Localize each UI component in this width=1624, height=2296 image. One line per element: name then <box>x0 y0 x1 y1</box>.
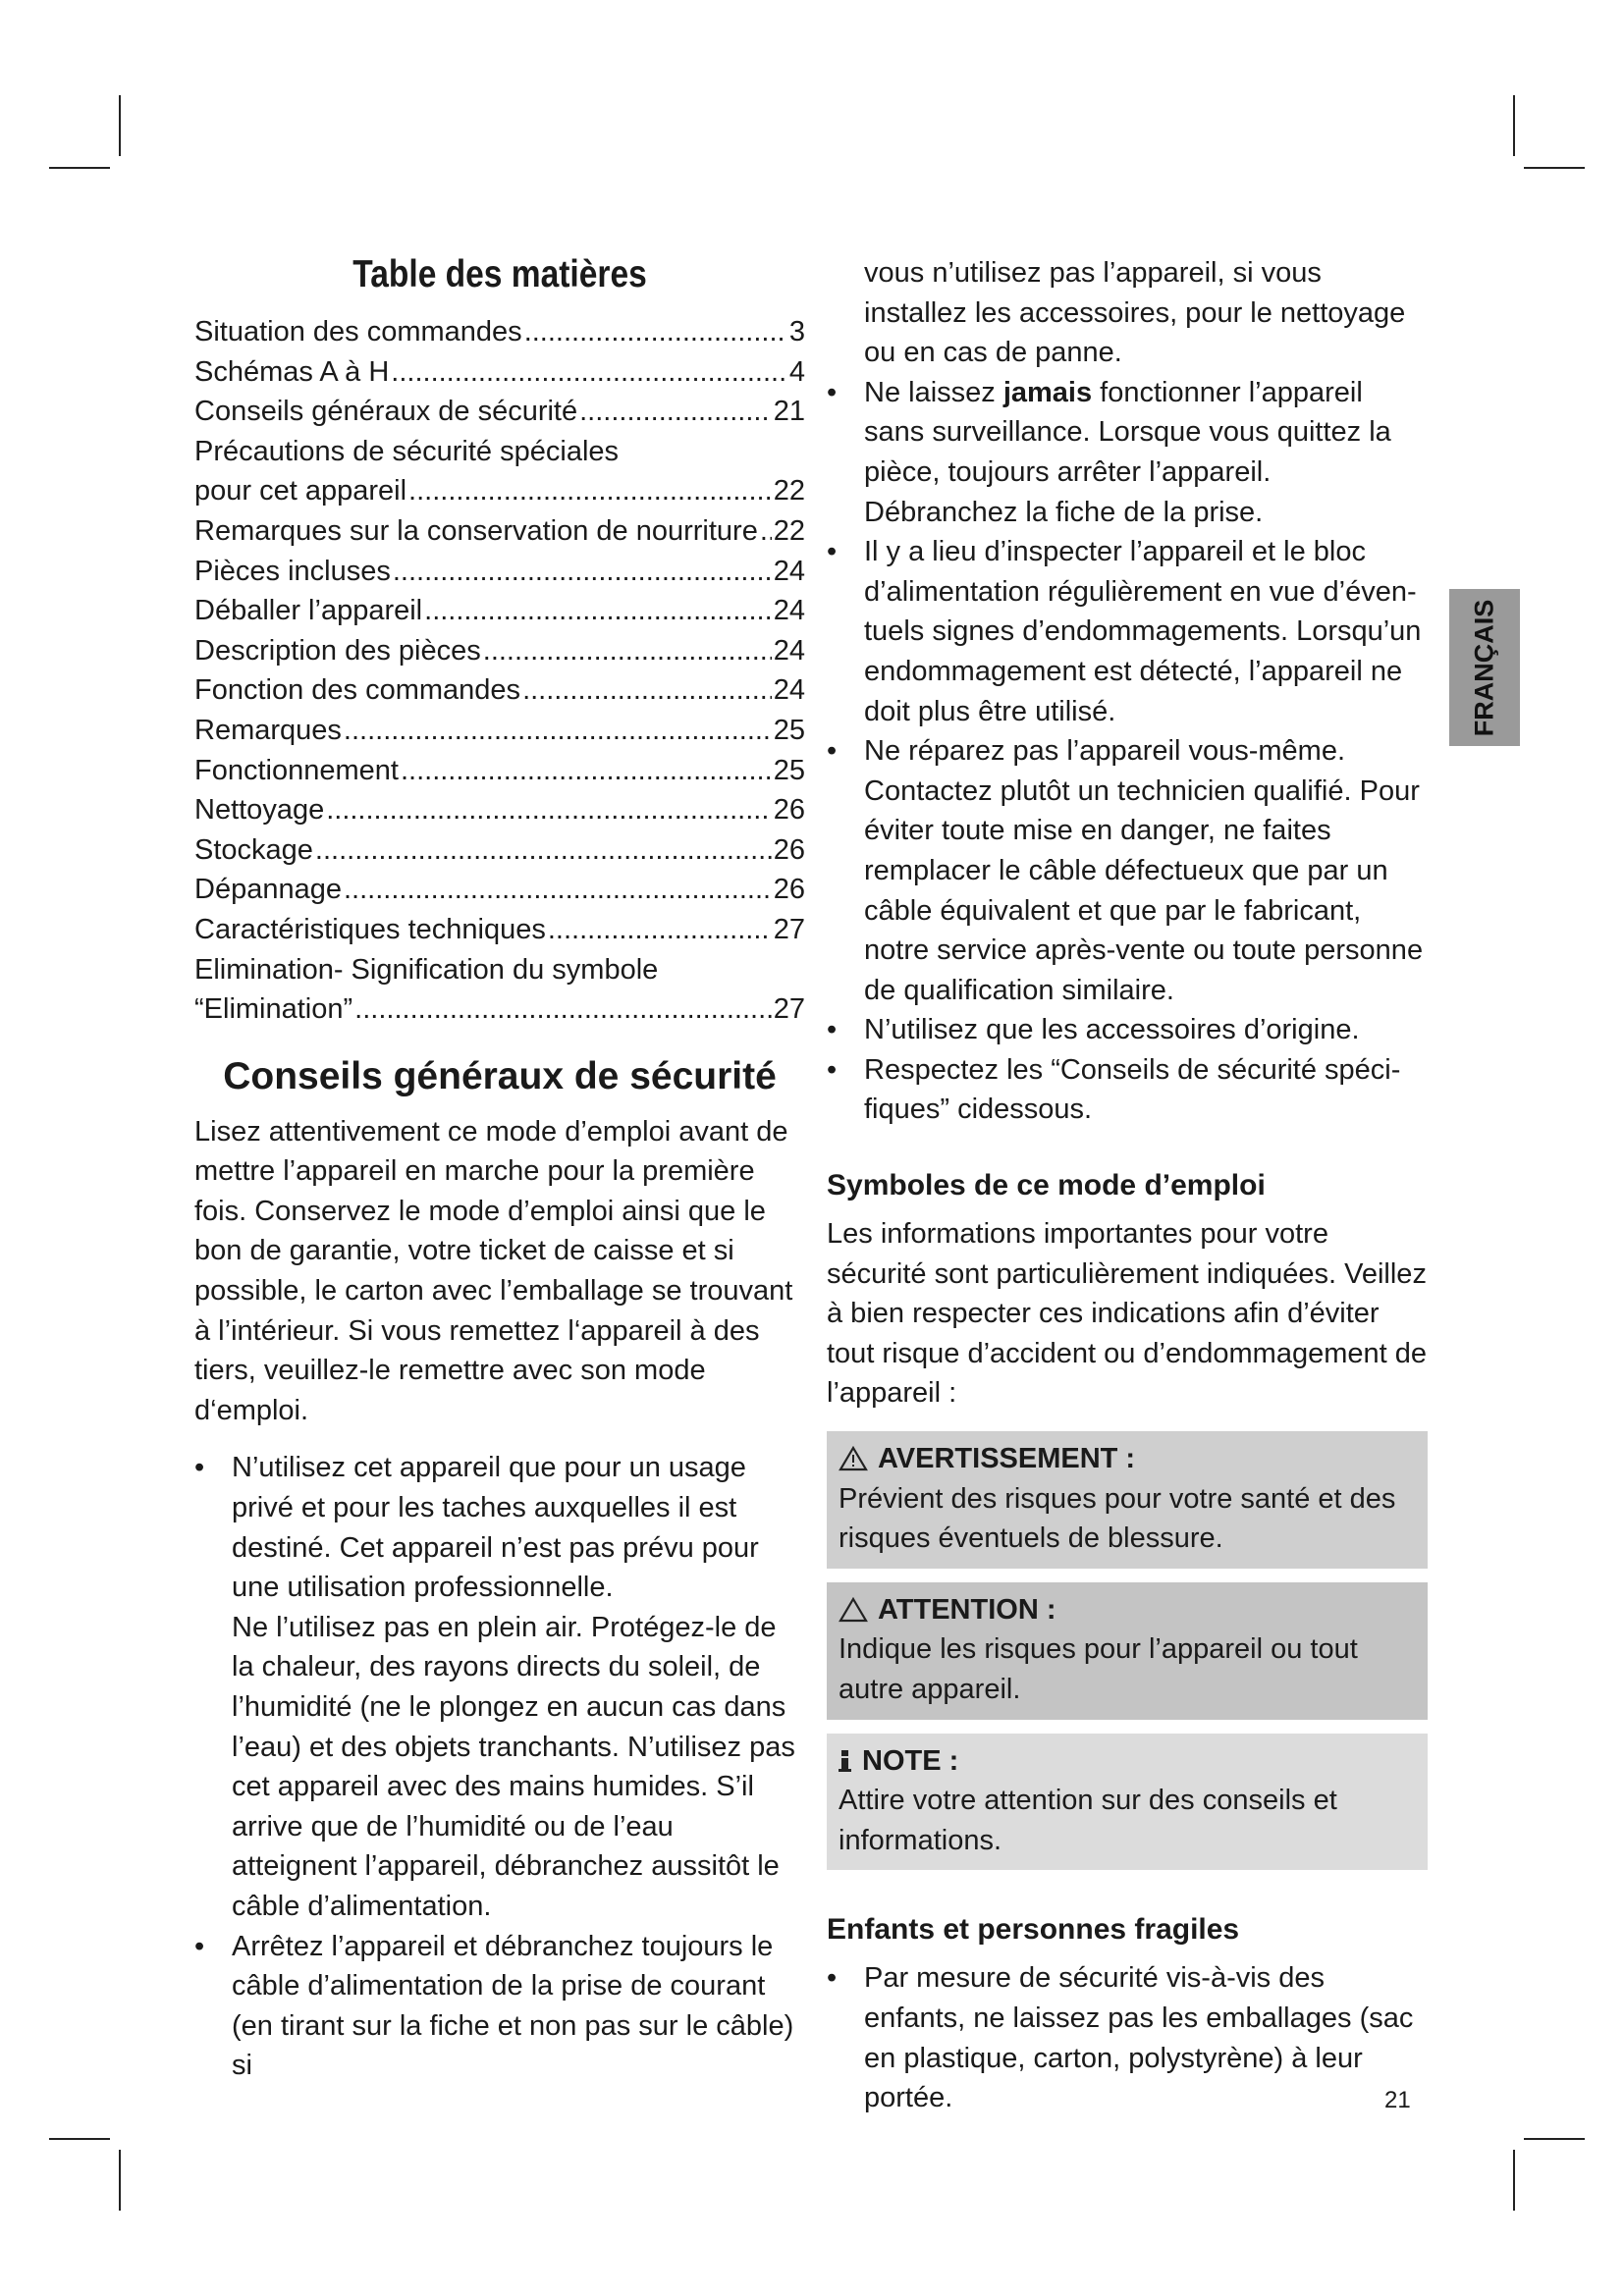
toc-entry[interactable]: Nettoyage ..... 26 <box>194 790 805 830</box>
crop-mark <box>1524 2138 1585 2140</box>
table-of-contents <box>194 312 805 1030</box>
toc-entry[interactable]: Précautions de sécurité spéciales <box>194 435 620 467</box>
toc-entry[interactable]: Schémas A à H ..... 4 <box>194 352 805 393</box>
toc-entry[interactable]: Pièces incluses ..... 24 <box>194 552 805 592</box>
toc-entry[interactable]: Remarques sur la conservation de nourriture ..... 22 <box>194 511 805 552</box>
toc-entry[interactable]: Caractéristiques techniques ..... 27 <box>194 910 805 950</box>
safety-list-continued <box>827 373 1428 1130</box>
attention-triangle-icon <box>839 1597 868 1623</box>
general-intro: Lisez attentivement ce mode d’emploi avant de mettre l’appareil en marche pour la première fois. Conservez le mode d’emploi ainsi que le bon de garantie, votre ticket de caisse et si possible, le carton avec l’emballage se trouvant à l’intérieur. Si vous remettez l‘appareil à des tiers, veuillez-le remettre avec son mode d‘emploi. <box>194 1115 793 1426</box>
language-tab-label: FRANÇAIS <box>1469 599 1499 736</box>
toc-entry[interactable]: pour cet appareil ..... 22 <box>194 471 805 511</box>
toc-entry[interactable]: Description des pièces ..... 24 <box>194 631 805 671</box>
toc-title: Table des matières <box>352 253 647 295</box>
list-item: • N’utilisez cet appareil que pour un usage privé et pour les taches auxquelles il est destiné. Cet appareil n’est pas prévu pour une utilisation professionnelle. Ne l’utilisez pas en plein air. Protégez-le de la chaleur, des rayons directs du soleil, de l’humidité (ne le plongez en aucun cas dans l’eau) et des objets tranchants. N’utilisez pas cet appareil avec des mains humides. S’il arrive que de l’humidité ou de l’eau atteignent l’appareil, débranchez aussitôt le câble d’alimentation. <box>194 1448 805 1926</box>
safety-list <box>194 1448 805 2086</box>
warning-title: AVERTISSEMENT : <box>878 1443 1136 1475</box>
list-item: • N’utilisez que les accessoires d’origine. <box>827 1010 1428 1050</box>
crop-mark <box>119 95 121 156</box>
list-item: • Ne laissez jamais fonctionner l’appareil sans surveillance. Lorsque vous quittez la pièce, toujours arrêter l’appareil. Débranchez la fiche de la prise. <box>827 373 1428 532</box>
info-icon <box>839 1748 852 1774</box>
crop-mark <box>49 2138 110 2140</box>
page-number: 21 <box>1384 2087 1411 2113</box>
language-tab <box>1449 589 1520 746</box>
children-list <box>827 1958 1428 2117</box>
crop-mark <box>119 2150 121 2211</box>
toc-entry[interactable]: Déballer l’appareil ..... 24 <box>194 591 805 631</box>
warning-box <box>827 1431 1428 1569</box>
toc-entry[interactable]: Fonction des commandes ..... 24 <box>194 670 805 711</box>
attention-title: ATTENTION : <box>878 1593 1056 1626</box>
note-title: NOTE : <box>862 1744 959 1777</box>
warning-text: Prévient des risques pour votre santé et des risques éventuels de blessure. <box>839 1482 1396 1555</box>
toc-entry[interactable]: Elimination- Signification du symbole <box>194 953 659 986</box>
crop-mark <box>1513 2150 1515 2211</box>
section-title-children: Enfants et personnes fragiles <box>827 1913 1240 1947</box>
list-item: • Il y a lieu d’inspecter l’appareil et le bloc d’alimentation régulièrement en vue d’éventuels signes d’endommagements. Lorsqu’un endommagement est détecté, l’appareil ne doit plus être utilisé. <box>827 532 1428 731</box>
note-text: Attire votre attention sur des conseils et informations. <box>839 1785 1337 1856</box>
toc-entry[interactable]: “Elimination” ..... 27 <box>194 989 805 1030</box>
attention-box <box>827 1582 1428 1720</box>
toc-entry[interactable]: Fonctionnement ..... 25 <box>194 751 805 791</box>
crop-mark <box>1524 167 1585 169</box>
list-item-continued: vous n’utilisez pas l’appareil, si vous installez les accessoires, pour le nettoyage ou en cas de panne. <box>864 257 1406 369</box>
warning-triangle-icon <box>839 1446 868 1471</box>
section-title-symbols: Symboles de ce mode d’emploi <box>827 1169 1266 1202</box>
toc-entry[interactable]: Conseils généraux de sécurité ..... 21 <box>194 392 805 432</box>
attention-text: Indique les risques pour l’appareil ou tout autre appareil. <box>839 1633 1358 1705</box>
list-item: • Arrêtez l’appareil et débranchez toujours le câble d’alimentation de la prise de courant (en tirant sur la fiche et non pas sur le câble) si <box>194 1927 805 2086</box>
symbols-intro: Les informations importantes pour votre sécurité sont particulièrement indiquées. Veillez à bien respecter ces indications afin d’éviter tout risque d’accident ou d’endommagement de l’appareil : <box>827 1218 1427 1410</box>
toc-entry[interactable]: Remarques ..... 25 <box>194 711 805 751</box>
right-column <box>827 245 1428 2118</box>
toc-entry[interactable]: Situation des commandes ..... 3 <box>194 312 805 352</box>
crop-mark <box>1513 95 1515 156</box>
list-item: • Ne réparez pas l’appareil vous-même. Contactez plutôt un technicien qualifié. Pour éviter toute mise en danger, ne faites remplacer le câble défectueux que par un câble équivalent et que par le fabricant, notre service après-vente ou toute personne de qualification similaire. <box>827 731 1428 1010</box>
section-title-general-safety: Conseils généraux de sécurité <box>223 1054 777 1097</box>
toc-entry[interactable]: Stockage ..... 26 <box>194 830 805 871</box>
list-item: • Respectez les “Conseils de sécurité spécifiques” cidessous. <box>827 1050 1428 1130</box>
crop-mark <box>49 167 110 169</box>
list-item: • Par mesure de sécurité vis-à-vis des enfants, ne laissez pas les emballages (sac en plastique, carton, polystyrène) à leur portée. <box>827 1958 1428 2117</box>
left-column <box>194 245 805 2086</box>
toc-entry[interactable]: Dépannage ..... 26 <box>194 870 805 910</box>
note-box <box>827 1734 1428 1871</box>
